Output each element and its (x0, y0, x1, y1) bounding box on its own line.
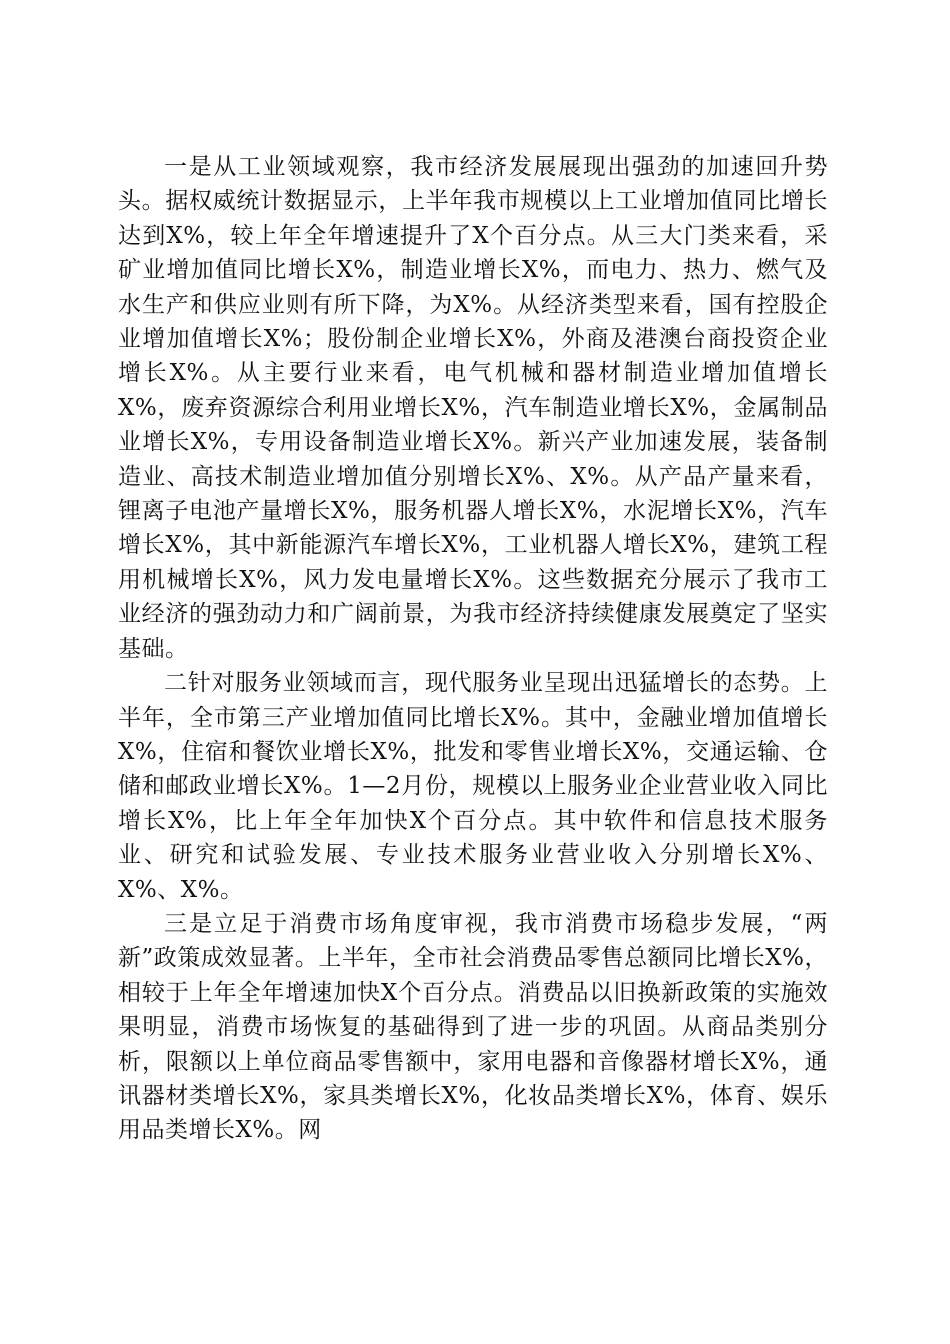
paragraph-services: 二针对服务业领域而言，现代服务业呈现出迅猛增长的态势。上半年，全市第三产业增加值同比增长X%。其中，金融业增加值增长X%，住宿和餐饮业增长X%，批发和零售业增长X%，交通运输、仓储和邮政业增长X%。1—2月份，规模以上服务业企业营业收入同比增长X%，比上年全年加快X个百分点。其中软件和信息技术服务业、研究和试验发展、专业技术服务业营业收入分别增长X%、X%、X%。 (118, 670, 828, 903)
document-body (118, 150, 828, 1148)
paragraph-industry: 一是从工业领域观察，我市经济发展展现出强劲的加速回升势头。据权威统计数据显示，上半年我市规模以上工业增加值同比增长达到X%，较上年全年增速提升了X个百分点。从三大门类来看，采矿业增加值同比增长X%，制造业增长X%，而电力、热力、燃气及水生产和供应业则有所下降，为X%。从经济类型来看，国有控股企业增加值增长X%；股份制企业增长X%，外商及港澳台商投资企业增长X%。从主要行业来看，电气机械和器材制造业增加值增长X%，废弃资源综合利用业增长X%，汽车制造业增长X%，金属制品业增长X%，专用设备制造业增长X%。新兴产业加速发展，装备制造业、高技术制造业增加值分别增长X%、X%。从产品产量来看，锂离子电池产量增长X%，服务机器人增长X%，水泥增长X%，汽车增长X%，其中新能源汽车增长X%，工业机器人增长X%，建筑工程用机械增长X%，风力发电量增长X%。这些数据充分展示了我市工业经济的强劲动力和广阔前景，为我市经济持续健康发展奠定了坚实基础。 (118, 154, 828, 662)
paragraph-consumption: 三是立足于消费市场角度审视，我市消费市场稳步发展，“两新”政策成效显著。上半年，全市社会消费品零售总额同比增长X%，相较于上年全年增速加快X个百分点。消费品以旧换新政策的实施效果明显，消费市场恢复的基础得到了进一步的巩固。从商品类别分析，限额以上单位商品零售额中，家用电器和音像器材增长X%，通讯器材类增长X%，家具类增长X%，化妆品类增长X%，体育、娱乐用品类增长X%。网 (118, 910, 828, 1144)
